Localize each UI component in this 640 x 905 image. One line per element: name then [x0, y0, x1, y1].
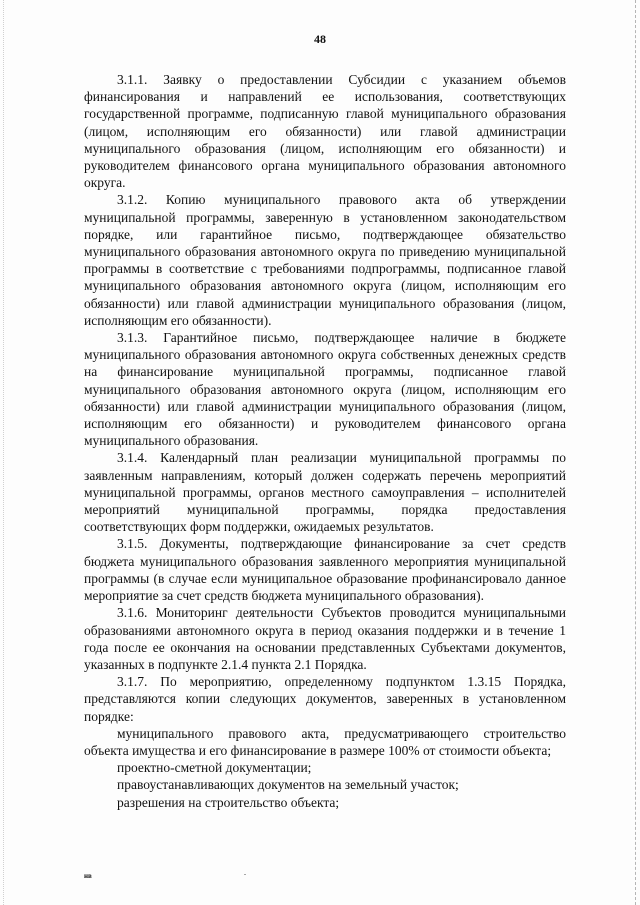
paragraph-3-1-5: 3.1.5. Документы, подтверждающие финансирование за счет средств бюджета муниципального образования заявленного мероприятия муниципальной программы (в случае если муниципальное образование профинансировало данное мероприятие за счет средств бюджета муниципального образования).: [84, 536, 566, 604]
footer-dot: .: [244, 868, 246, 877]
document-body: [84, 71, 566, 811]
paragraph-3-1-6: 3.1.6. Мониторинг деятельности Субъектов проводится муниципальными образованиями автономного округа в период оказания поддержки и в течение 1 года после ее окончания на основании представленных Субъектами документов, указанных в подпункте 2.1.4 пункта 2.1 Порядка.: [84, 605, 566, 672]
list-item: правоустанавливающих документов на земельный участок;: [117, 777, 459, 793]
scan-edge-left: [3, 0, 5, 905]
paragraph-3-1-1: 3.1.1. Заявку о предоставлении Субсидии с указанием объемов финансирования и направлений ее использования, соответствующих государственной программе, подписанную главой муниципального образования (лицом, исполняющим его обязанности) или главой администрации муниципального образования (лицом, исполняющим его обязанности) и руководителем финансового органа муниципального образования автономного округа.: [84, 72, 566, 191]
page-number: 48: [314, 32, 326, 46]
footer-mark: нв: [84, 872, 92, 880]
scan-edge-right: [634, 0, 636, 905]
paragraph-3-1-2: 3.1.2. Копию муниципального правового акта об утверждении муниципальной программы, заверенную в установленном законодательством порядке, или гарантийное письмо, подтверждающее обязательство муниципального образования автономного округа по приведению муниципальной программы в соответствие с требованиями подпрограммы, подписанное главой муниципального образования автономного округа (лицом, исполняющим его обязанности) или главой администрации муниципального образования (лицом, исполняющим его обязанности).: [84, 192, 566, 328]
paragraph-3-1-3: 3.1.3. Гарантийное письмо, подтверждающее наличие в бюджете муниципального образования автономного округа собственных денежных средств на финансирование муниципальной программы, подписанное главой муниципального образования автономного округа (лицом, исполняющим его обязанности) или главой администрации муниципального образования (лицом, исполняющим его обязанности) и руководителем финансового органа муниципального образования.: [84, 330, 566, 449]
paragraph-3-1-4: 3.1.4. Календарный план реализации муниципальной программы по заявленным направлениям, который должен содержать перечень мероприятий муниципальной программы, органов местного самоуправления – исполнителей мероприятий муниципальной программы, порядка предоставления соответствующих форм поддержки, ожидаемых результатов.: [84, 450, 566, 535]
list-item: муниципального правового акта, предусматривающего строительство объекта имущества и его финансирование в размере 100% от стоимости объекта;: [84, 725, 566, 758]
paragraph-3-1-7: 3.1.7. По мероприятию, определенному подпунктом 1.3.15 Порядка, представляются копии следующих документов, заверенных в установленном порядке:: [84, 674, 566, 724]
list-item: разрешения на строительство объекта;: [117, 794, 340, 810]
list-item: проектно-сметной документации;: [117, 760, 312, 776]
